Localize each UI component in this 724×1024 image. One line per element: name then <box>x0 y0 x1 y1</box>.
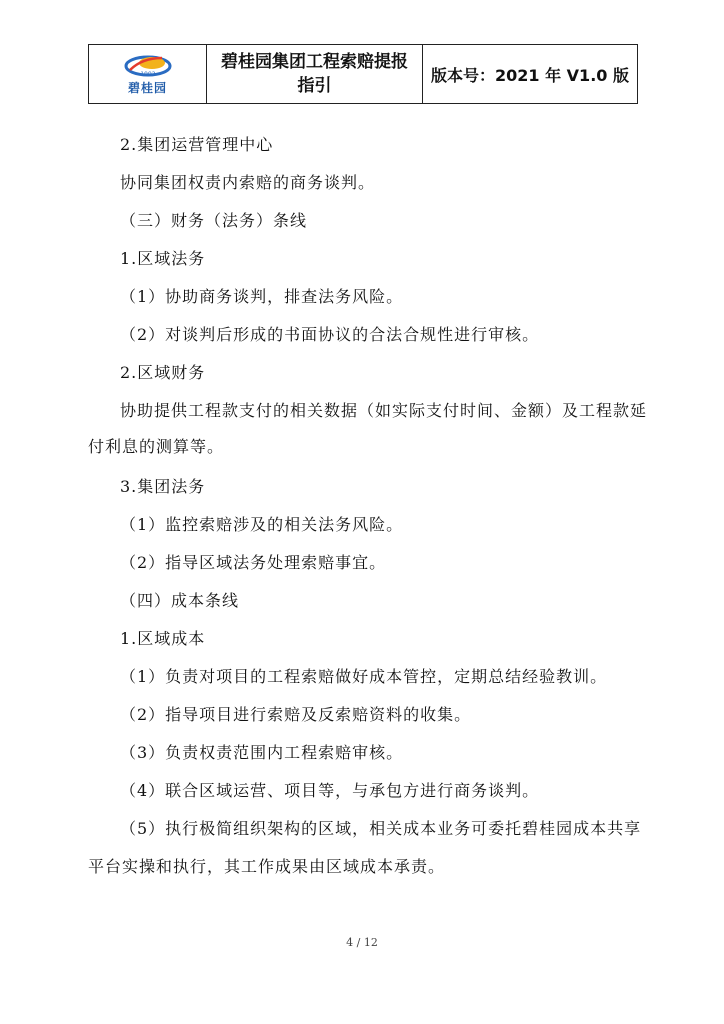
list-item: （3）负责权责范围内工程索赔审核。 <box>120 743 404 762</box>
version-label: 版本号：2021 年 V1.0 版 <box>431 65 629 85</box>
logo-cell <box>89 45 207 103</box>
document-title: 碧桂园集团工程索赔提报指引 <box>207 45 423 103</box>
section-heading: 1.区域成本 <box>120 629 206 648</box>
list-item: （4）联合区域运营、项目等，与承包方进行商务谈判。 <box>120 781 540 800</box>
section-heading: （四）成本条线 <box>120 591 240 610</box>
section-heading: 2.集团运营管理中心 <box>120 135 274 154</box>
list-item: （5）执行极简组织架构的区域，相关成本业务可委托碧桂园成本共享 <box>120 819 642 838</box>
paragraph: 协同集团权责内索赔的商务谈判。 <box>120 173 376 192</box>
list-item: （2）对谈判后形成的书面协议的合法合规性进行审核。 <box>120 325 540 344</box>
section-heading: 3.集团法务 <box>120 477 206 496</box>
section-heading: 2.区域财务 <box>120 363 206 382</box>
list-item: （2）指导区域法务处理索赔事宜。 <box>120 553 387 572</box>
logo-text: 碧桂园 <box>127 81 167 95</box>
logo-small-text: 1992 <box>139 71 156 78</box>
paragraph-continuation: 平台实操和执行，其工作成果由区域成本承责。 <box>88 857 446 876</box>
list-item: （1）监控索赔涉及的相关法务风险。 <box>120 515 404 534</box>
list-item: （1）负责对项目的工程索赔做好成本管控，定期总结经验教训。 <box>120 667 608 686</box>
page-number: 4 / 12 <box>346 936 378 949</box>
paragraph: 协助提供工程款支付的相关数据（如实际支付时间、金额）及工程款延 <box>120 401 648 420</box>
list-item: （2）指导项目进行索赔及反索赔资料的收集。 <box>120 705 472 724</box>
section-heading: 1.区域法务 <box>120 249 206 268</box>
section-heading: （三）财务（法务）条线 <box>120 211 308 230</box>
company-logo-icon <box>122 52 174 78</box>
paragraph-continuation: 付利息的测算等。 <box>88 437 225 456</box>
document-header <box>88 44 638 104</box>
list-item: （1）协助商务谈判，排查法务风险。 <box>120 287 404 306</box>
